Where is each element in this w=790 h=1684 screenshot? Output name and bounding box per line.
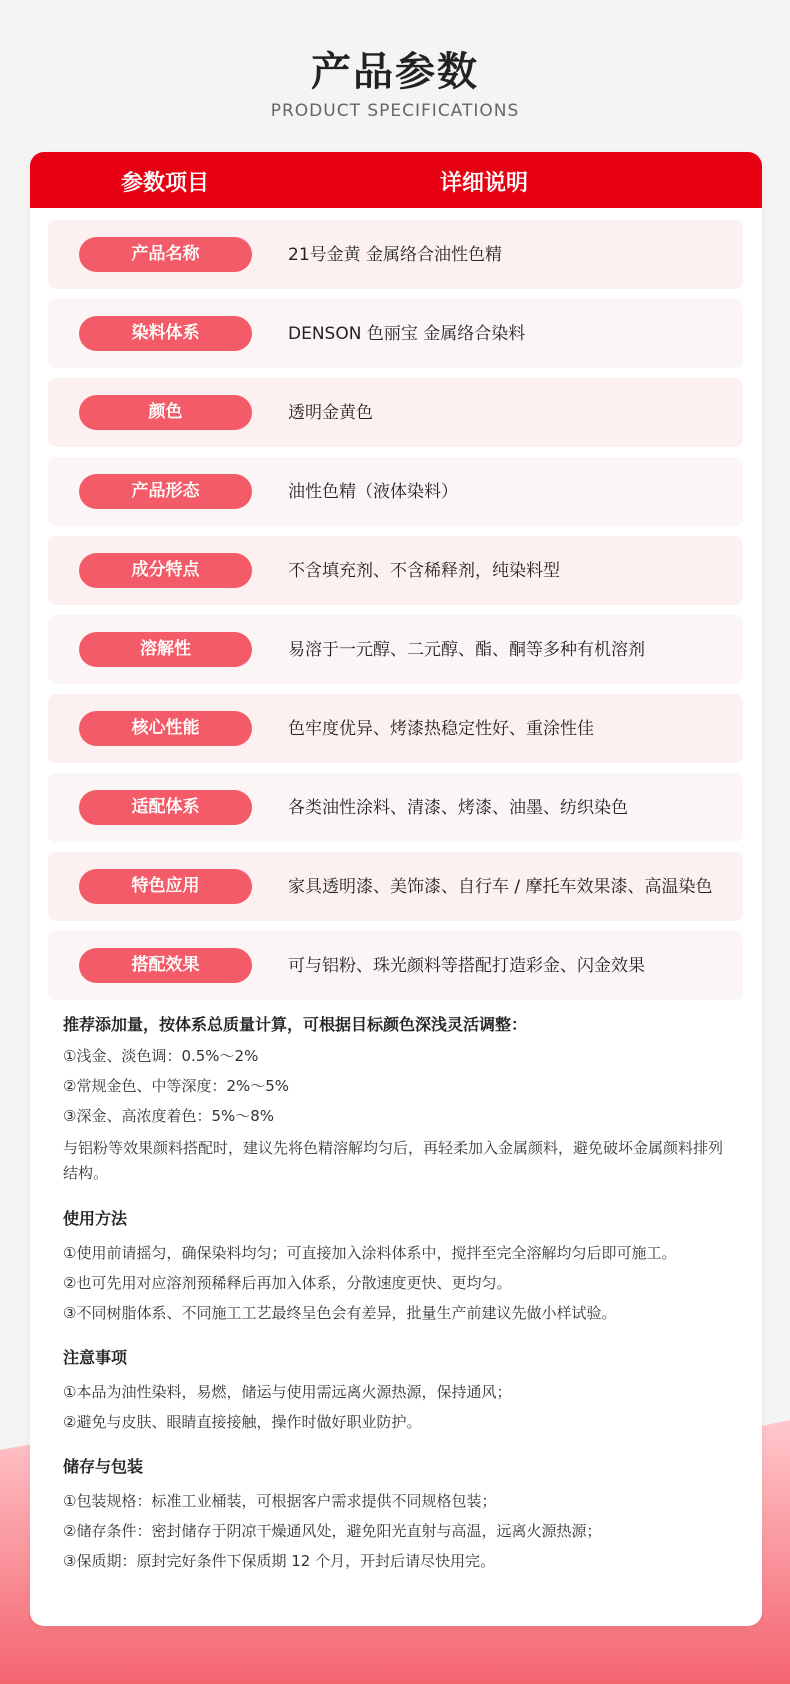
row-value: 家具透明漆、美饰漆、自行车 / 摩托车效果漆、高温染色 xyxy=(288,876,713,897)
usage-item: ①使用前请摇匀，确保染料均匀；可直接加入涂料体系中，搅拌至完全溶解均匀后即可施工。 xyxy=(63,1244,677,1262)
table-row xyxy=(48,299,743,368)
usage-item: ②也可先用对应溶剂预稀释后再加入体系，分散速度更快、更均匀。 xyxy=(63,1274,512,1292)
table-row xyxy=(48,378,743,447)
row-label: 产品形态 xyxy=(79,474,252,509)
spec-card xyxy=(30,152,762,1626)
row-value: 色牢度优异、烤漆热稳定性好、重涂性佳 xyxy=(288,718,594,739)
usage-title: 使用方法 xyxy=(63,1209,128,1228)
storage-item: ③保质期：原封完好条件下保质期 12 个月，开封后请尽快用完。 xyxy=(63,1552,496,1570)
dosage-note: 与铝粉等效果颜料搭配时，建议先将色精溶解均匀后，再轻柔加入金属颜料，避免破坏金属颜料排列结构。 xyxy=(63,1139,724,1182)
table-row xyxy=(48,931,743,1000)
column-header-detail: 详细说明 xyxy=(440,171,529,196)
table-row xyxy=(48,220,743,289)
row-value: 透明金黄色 xyxy=(288,402,373,423)
table-row xyxy=(48,852,743,921)
row-value: 易溶于一元醇、二元醇、酯、酮等多种有机溶剂 xyxy=(288,639,645,660)
row-label: 溶解性 xyxy=(79,632,252,667)
row-value: DENSON 色丽宝 金属络合染料 xyxy=(288,323,526,344)
caution-title: 注意事项 xyxy=(63,1348,128,1367)
row-label: 适配体系 xyxy=(79,790,252,825)
row-label: 产品名称 xyxy=(79,237,252,272)
usage-item: ③不同树脂体系、不同施工工艺最终呈色会有差异，批量生产前建议先做小样试验。 xyxy=(63,1304,617,1322)
table-header xyxy=(30,152,762,208)
row-value: 油性色精（液体染料） xyxy=(288,481,458,502)
row-value: 可与铝粉、珠光颜料等搭配打造彩金、闪金效果 xyxy=(288,955,645,976)
row-label: 颜色 xyxy=(79,395,252,430)
row-label: 成分特点 xyxy=(79,553,252,588)
page-title: 产品参数 xyxy=(311,49,479,95)
column-header-parameter: 参数项目 xyxy=(121,171,210,196)
page-subtitle: PRODUCT SPECIFICATIONS xyxy=(270,101,520,121)
storage-item: ①包装规格：标准工业桶装，可根据客户需求提供不同规格包装； xyxy=(63,1492,497,1510)
row-value: 各类油性涂料、清漆、烤漆、油墨、纺织染色 xyxy=(288,797,628,818)
table-row xyxy=(48,536,743,605)
spec-table xyxy=(48,220,743,1010)
table-row xyxy=(48,694,743,763)
row-label: 核心性能 xyxy=(79,711,252,746)
table-row xyxy=(48,773,743,842)
row-value: 不含填充剂、不含稀释剂，纯染料型 xyxy=(288,560,560,581)
storage-item: ②储存条件：密封储存于阴凉干燥通风处，避免阳光直射与高温，远离火源热源； xyxy=(63,1522,602,1540)
table-row xyxy=(48,615,743,684)
dosage-item: ③深金、高浓度着色：5%～8% xyxy=(63,1107,275,1125)
page-header xyxy=(0,0,790,150)
row-label: 特色应用 xyxy=(79,869,252,904)
row-value: 21号金黄 金属络合油性色精 xyxy=(288,244,503,265)
caution-item: ①本品为油性染料，易燃，储运与使用需远离火源热源，保持通风； xyxy=(63,1383,512,1401)
row-label: 染料体系 xyxy=(79,316,252,351)
caution-item: ②避免与皮肤、眼睛直接接触，操作时做好职业防护。 xyxy=(63,1413,422,1431)
dosage-item: ①浅金、淡色调：0.5%～2% xyxy=(63,1047,259,1065)
storage-title: 储存与包装 xyxy=(63,1457,144,1476)
table-row xyxy=(48,457,743,526)
notes-section xyxy=(63,1012,733,1581)
dosage-lead: 推荐添加量，按体系总质量计算，可根据目标颜色深浅灵活调整： xyxy=(63,1015,528,1034)
dosage-item: ②常规金色、中等深度：2%～5% xyxy=(63,1077,290,1095)
row-label: 搭配效果 xyxy=(79,948,252,983)
